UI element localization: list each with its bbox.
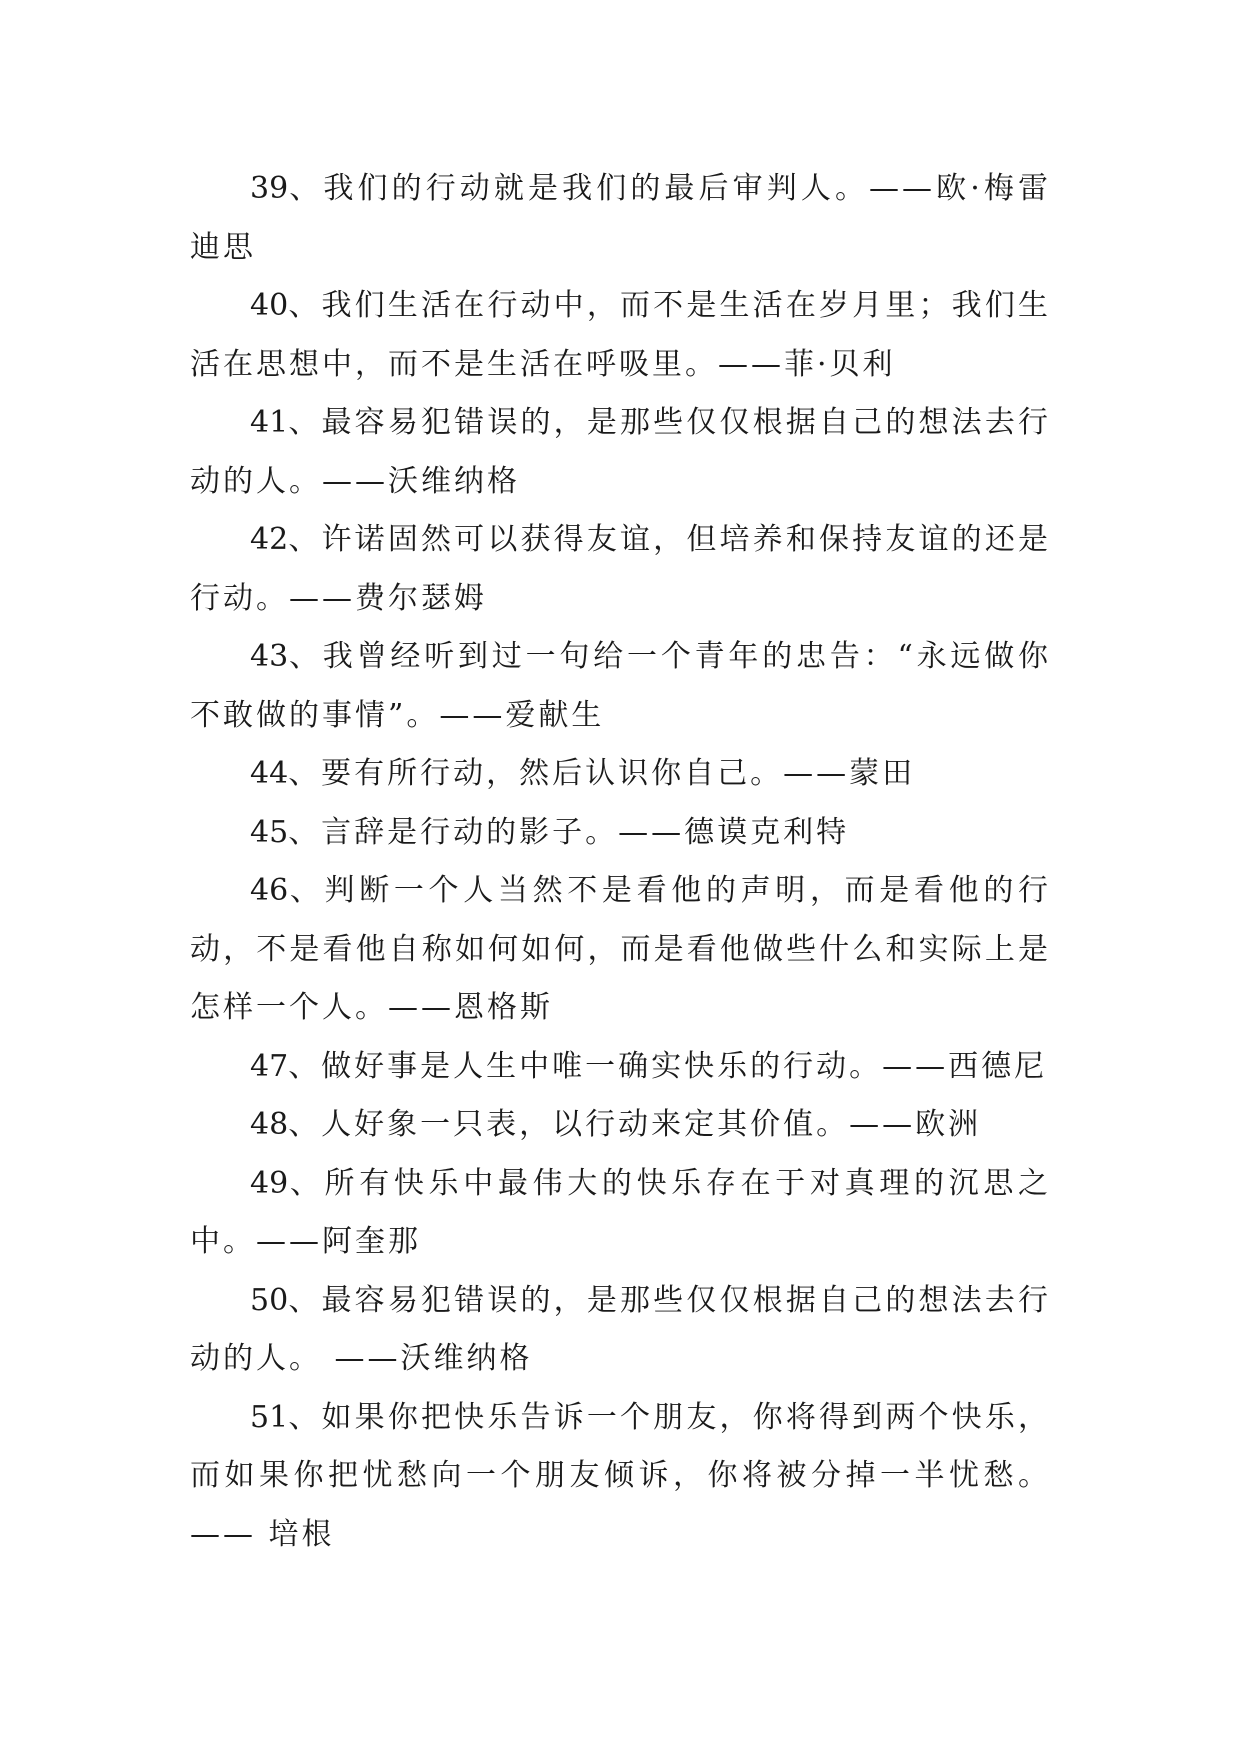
quote-51	[190, 1389, 1051, 1565]
quote-number: 51	[250, 1399, 289, 1435]
quote-45	[190, 804, 1051, 863]
quote-text: 、许诺固然可以获得友谊，但培养和保持友谊的还是行动。——费尔瑟姆	[190, 522, 1051, 616]
quote-text: 、最容易犯错误的，是那些仅仅根据自己的想法去行动的人。 ——沃维纳格	[190, 1282, 1051, 1376]
quote-47	[190, 1038, 1051, 1097]
quote-text: 、所有快乐中最伟大的快乐存在于对真理的沉思之中。——阿奎那	[190, 1165, 1051, 1259]
quote-text: 、我曾经听到过一句给一个青年的忠告：“永远做你不敢做的事情”。——爱献生	[190, 639, 1051, 733]
quote-number: 49	[250, 1165, 289, 1201]
quote-number: 41	[250, 405, 289, 440]
quote-number: 47	[250, 1048, 289, 1084]
quote-number: 39	[250, 171, 289, 206]
quote-text: 、做好事是人生中唯一确实快乐的行动。——西德尼	[288, 1048, 1048, 1084]
quote-40	[190, 277, 1051, 394]
quote-number: 44	[250, 756, 289, 791]
quote-text: 、我们的行动就是我们的最后审判人。——欧·梅雷迪思	[190, 171, 1051, 265]
quote-text: 、我们生活在行动中，而不是生活在岁月里；我们生活在思想中，而不是生活在呼吸里。——菲·贝利	[190, 288, 1051, 382]
quote-49	[190, 1155, 1051, 1272]
quote-48	[190, 1096, 1051, 1155]
quote-number: 40	[250, 288, 289, 323]
quote-50	[190, 1272, 1051, 1389]
quote-number: 46	[250, 873, 289, 908]
quote-41	[190, 394, 1051, 511]
quote-43	[190, 628, 1051, 745]
quote-text: 、人好象一只表，以行动来定其价值。——欧洲	[288, 1107, 982, 1142]
quote-number: 45	[250, 814, 289, 850]
quote-text: 、言辞是行动的影子。——德谟克利特	[288, 814, 850, 850]
quote-number: 50	[250, 1282, 289, 1318]
quote-number: 42	[250, 522, 289, 557]
quote-number: 43	[250, 639, 289, 674]
quote-44	[190, 745, 1051, 804]
quote-text: 、如果你把快乐告诉一个朋友，你将得到两个快乐，而如果你把忧愁向一个朋友倾诉，你将被分掉一半忧愁。—— 培根	[190, 1399, 1051, 1552]
quote-42	[190, 511, 1051, 628]
quote-39	[190, 160, 1051, 277]
quote-46	[190, 862, 1051, 1038]
quote-text: 、判断一个人当然不是看他的声明，而是看他的行动，不是看他自称如何如何，而是看他做些什么和实际上是怎样一个人。——恩格斯	[190, 873, 1051, 1025]
quote-text: 、要有所行动，然后认识你自己。——蒙田	[288, 756, 916, 791]
quote-number: 48	[250, 1107, 289, 1142]
quote-text: 、最容易犯错误的，是那些仅仅根据自己的想法去行动的人。——沃维纳格	[190, 405, 1051, 499]
